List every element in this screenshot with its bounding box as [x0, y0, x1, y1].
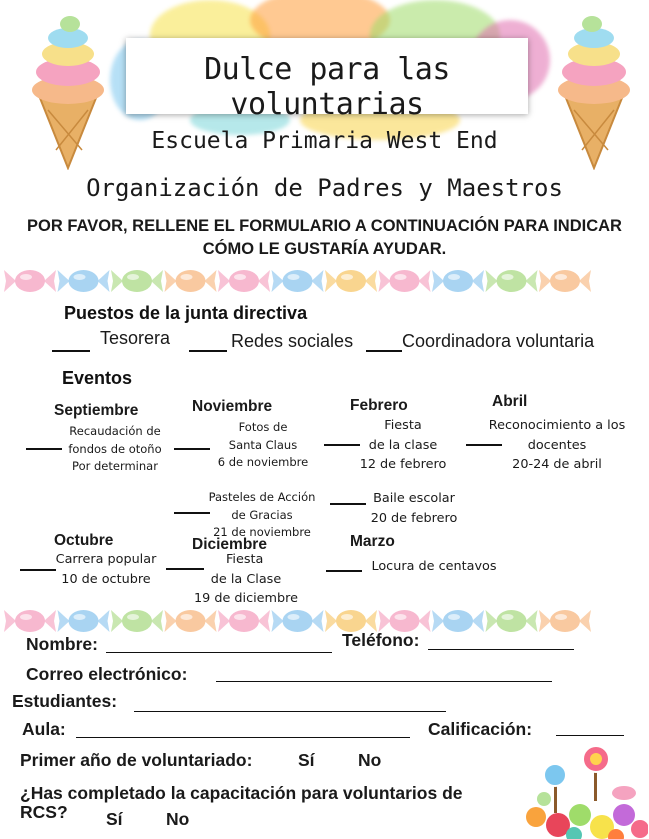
students-label: Estudiantes:: [12, 691, 118, 711]
training-yes[interactable]: Sí: [106, 809, 123, 829]
candy-icon: [486, 610, 538, 632]
candy-icon: [272, 270, 324, 292]
event-centavos: Locura de centavos: [371, 559, 497, 574]
training-question-rcs: RCS?: [20, 802, 68, 822]
tesorera-blank[interactable]: [52, 350, 90, 352]
month-abril: Abril: [492, 393, 528, 410]
option-coordinadora: Coordinadora voluntaria: [402, 331, 595, 351]
classroom-label: Aula:: [22, 719, 66, 739]
coordinadora-blank[interactable]: [366, 350, 402, 352]
candy-icon: [432, 270, 484, 292]
candy-icon: [379, 270, 431, 292]
candy-icon: [58, 610, 110, 632]
candy-icon: [325, 610, 377, 632]
events-heading: Eventos: [62, 368, 133, 388]
event-pasteles: Pasteles de Acción de Gracias 21 de noviembre: [208, 490, 316, 539]
event-fiesta-dic: Fiesta de la Clase 19 de diciembre: [194, 552, 298, 606]
candy-icon: [272, 610, 324, 632]
first-year-label: Primer año de voluntariado:: [20, 750, 253, 770]
event-baile: Baile escolar 20 de febrero: [370, 491, 458, 526]
month-marzo: Marzo: [350, 533, 395, 550]
candy-icon: [4, 270, 56, 292]
event-carrera: Carrera popular 10 de octubre: [55, 552, 157, 587]
candy-icon: [111, 270, 163, 292]
classroom-field[interactable]: [76, 737, 410, 738]
students-field[interactable]: [134, 711, 446, 712]
candy-pile-icon: [524, 745, 648, 839]
training-no[interactable]: No: [166, 809, 190, 829]
candy-icon: [58, 270, 110, 292]
mar-blank[interactable]: [326, 570, 362, 572]
event-fiesta-feb: Fiesta de la clase 12 de febrero: [359, 418, 447, 472]
email-label: Correo electrónico:: [26, 664, 188, 684]
organization-name: Organización de Padres y Maestros: [86, 174, 563, 202]
candy-icon: [218, 270, 270, 292]
board-heading: Puestos de la junta directiva: [64, 303, 308, 323]
name-field[interactable]: [106, 652, 332, 653]
title-box: [126, 38, 528, 122]
candy-icon: [379, 610, 431, 632]
option-redes-sociales: Redes sociales: [231, 331, 354, 351]
phone-field[interactable]: [428, 649, 574, 650]
candy-icon: [165, 270, 217, 292]
month-septiembre: Septiembre: [54, 402, 139, 419]
candy-icon: [539, 610, 591, 632]
redes-blank[interactable]: [189, 350, 227, 352]
phone-label: Teléfono:: [342, 630, 420, 650]
option-tesorera: Tesorera: [100, 328, 171, 348]
grade-label: Calificación:: [428, 719, 533, 739]
candy-icon: [165, 610, 217, 632]
event-recaudacion: Recaudación de fondos de otoño Por determinar: [68, 424, 162, 473]
candy-icon: [432, 610, 484, 632]
month-noviembre: Noviembre: [192, 398, 273, 415]
candy-icon: [4, 610, 56, 632]
first-year-no[interactable]: No: [358, 750, 382, 770]
candy-icon: [111, 610, 163, 632]
candy-icon: [539, 270, 591, 292]
candy-icon: [218, 610, 270, 632]
candy-divider-bottom: [4, 604, 649, 638]
month-febrero: Febrero: [350, 397, 408, 414]
school-name: Escuela Primaria West End: [151, 128, 498, 154]
feb2-blank[interactable]: [330, 503, 366, 505]
grade-field[interactable]: [556, 735, 624, 736]
training-question: ¿Has completado la capacitación para voluntarios de: [20, 783, 463, 803]
first-year-yes[interactable]: Sí: [298, 750, 315, 770]
month-diciembre: Diciembre: [192, 536, 267, 553]
candy-divider-top: [4, 264, 649, 298]
event-docentes: Reconocimiento a los docentes 20-24 de abril: [488, 418, 626, 472]
instructions: POR FAVOR, RELLENE EL FORMULARIO A CONTINUACIÓN PARA INDICAR CÓMO LE GUSTARÍA AYUDAR.: [27, 217, 622, 258]
name-label: Nombre:: [26, 634, 98, 654]
nov1-blank[interactable]: [174, 448, 210, 450]
event-santa: Fotos de Santa Claus 6 de noviembre: [217, 420, 309, 469]
candy-icon: [325, 270, 377, 292]
page-title: Dulce para las voluntarias: [204, 52, 450, 122]
sep-blank[interactable]: [26, 448, 62, 450]
candy-icon: [486, 270, 538, 292]
email-field[interactable]: [216, 681, 552, 682]
month-octubre: Octubre: [54, 532, 114, 549]
